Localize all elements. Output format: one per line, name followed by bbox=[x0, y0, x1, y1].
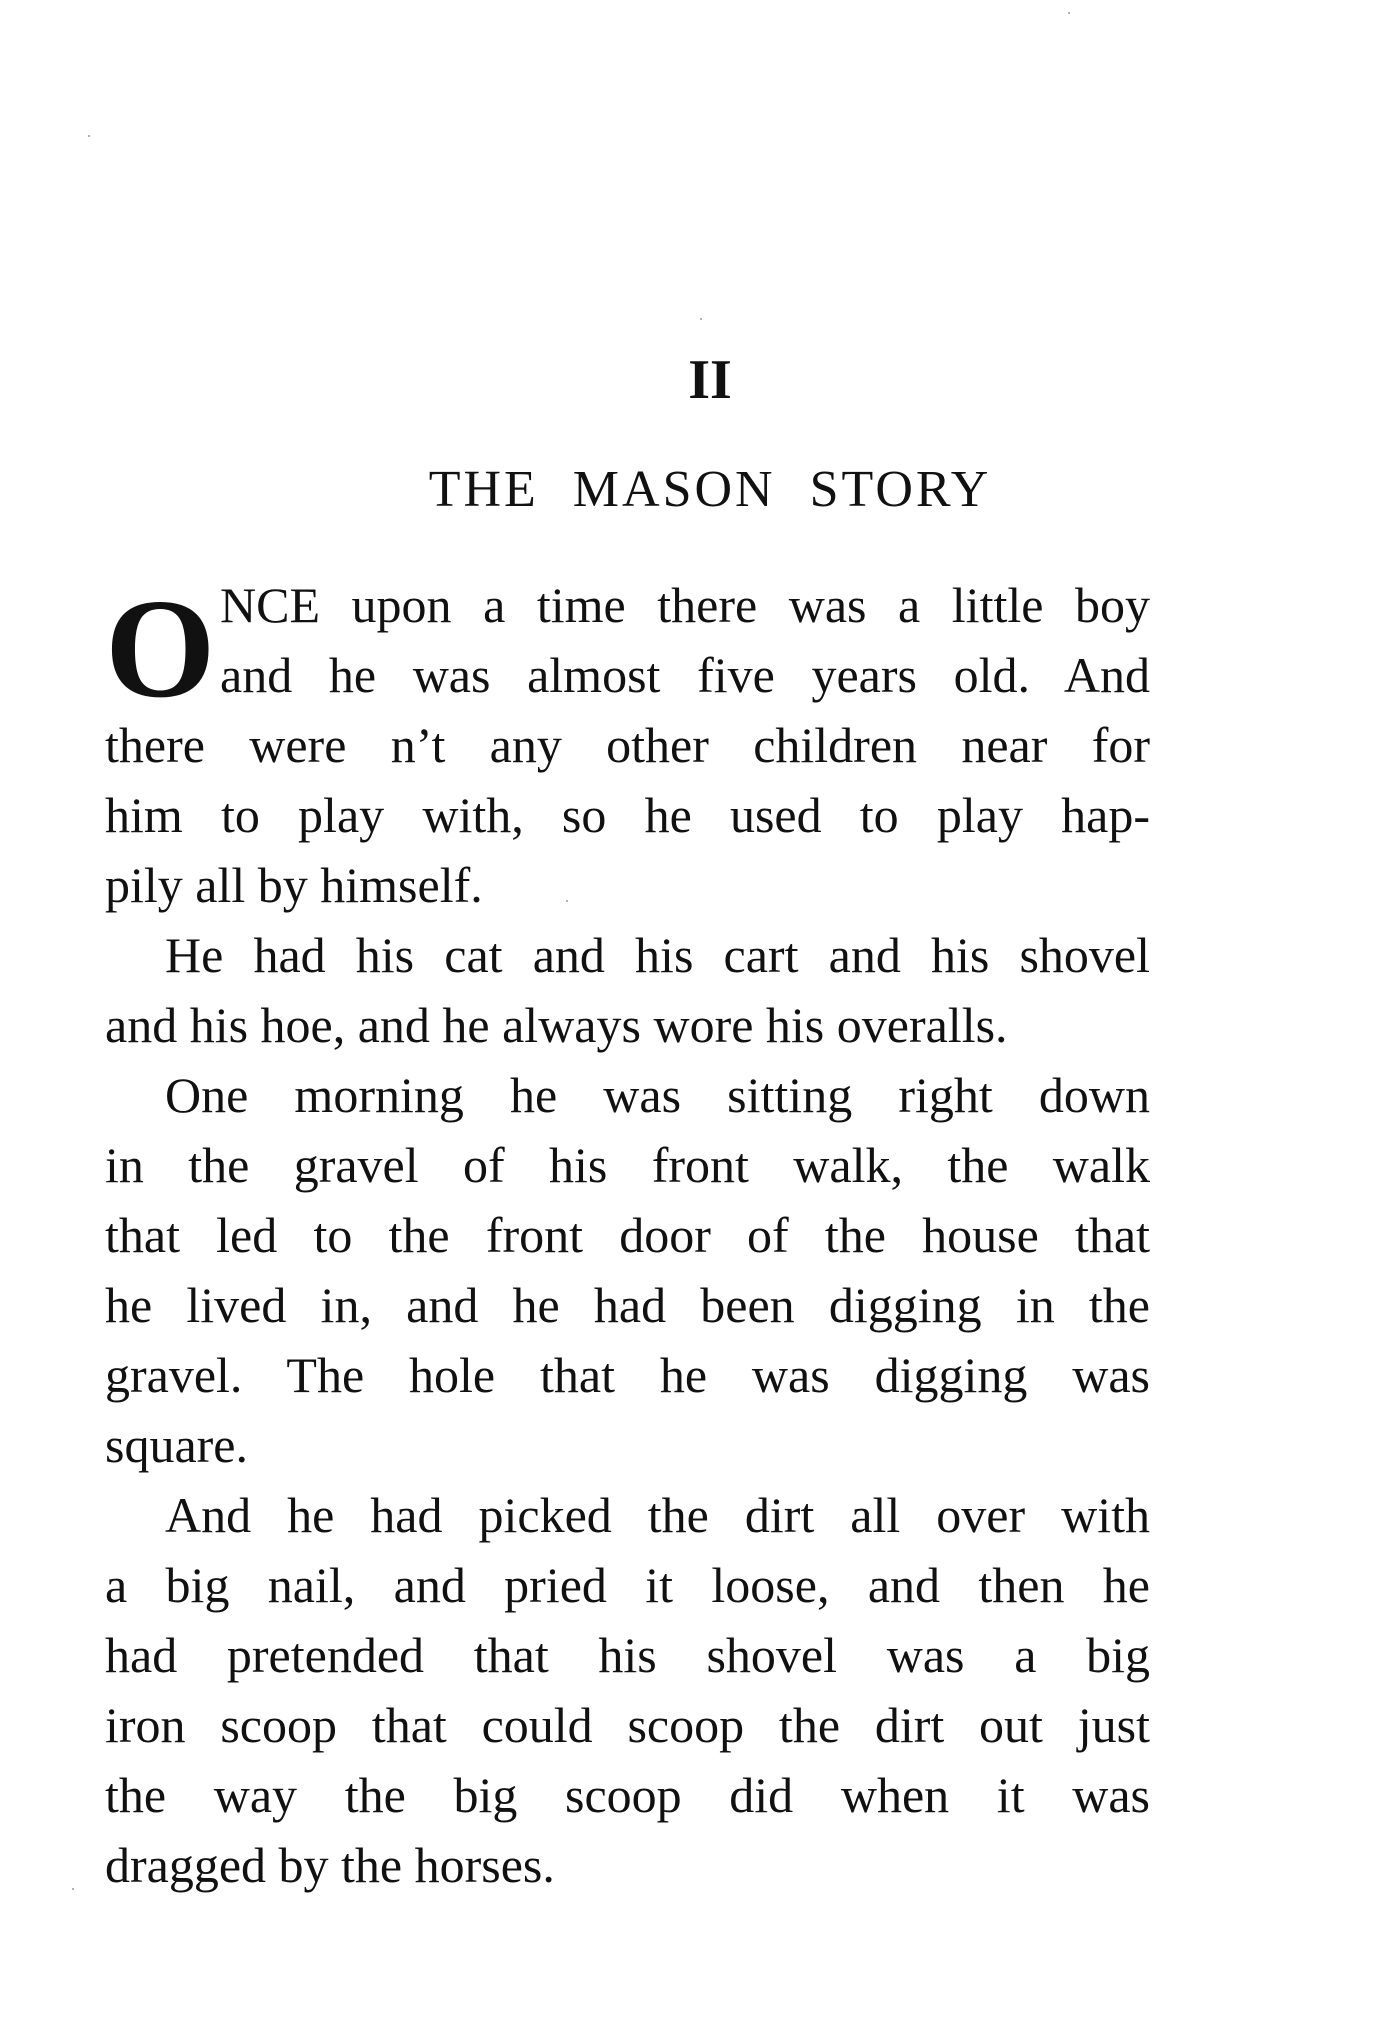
text-line: square. bbox=[105, 1417, 248, 1473]
text-line: gravel. The hole that he was digging was bbox=[105, 1347, 1150, 1403]
text-line: that led to the front door of the house that bbox=[105, 1207, 1150, 1263]
text-line: He had his cat and his cart and his shovel bbox=[165, 927, 1150, 983]
text-line: he lived in, and he had been digging in the bbox=[105, 1277, 1150, 1333]
text-line: and his hoe, and he always wore his overalls. bbox=[105, 997, 1008, 1053]
text-line: there were n’t any other children near for bbox=[105, 717, 1150, 773]
scan-speck bbox=[700, 318, 702, 320]
scan-speck bbox=[566, 900, 568, 902]
text-line: And he had picked the dirt all over with bbox=[165, 1487, 1150, 1543]
text-line: One morning he was sitting right down bbox=[165, 1067, 1150, 1123]
drop-cap: O bbox=[105, 569, 216, 727]
chapter-title: THE MASON STORY bbox=[428, 461, 992, 518]
text-line: a big nail, and pried it loose, and then he bbox=[105, 1557, 1150, 1613]
scan-speck bbox=[88, 135, 90, 137]
scan-speck bbox=[72, 1888, 74, 1890]
text-line: and he was almost five years old. And bbox=[220, 647, 1150, 703]
text-line: iron scoop that could scoop the dirt out just bbox=[105, 1697, 1150, 1753]
text-line: in the gravel of his front walk, the walk bbox=[105, 1137, 1150, 1193]
text-line: him to play with, so he used to play hap- bbox=[105, 787, 1150, 843]
story-body bbox=[105, 570, 1150, 1900]
text-line: NCE upon a time there was a little boy bbox=[220, 577, 1150, 633]
text-line: the way the big scoop did when it was bbox=[105, 1767, 1150, 1823]
scan-speck bbox=[1068, 12, 1070, 14]
chapter-number: II bbox=[688, 349, 732, 411]
text-line: had pretended that his shovel was a big bbox=[105, 1627, 1150, 1683]
story-lines bbox=[105, 570, 1150, 1900]
text-line: dragged by the horses. bbox=[105, 1837, 555, 1893]
text-line: pily all by himself. bbox=[105, 857, 483, 913]
